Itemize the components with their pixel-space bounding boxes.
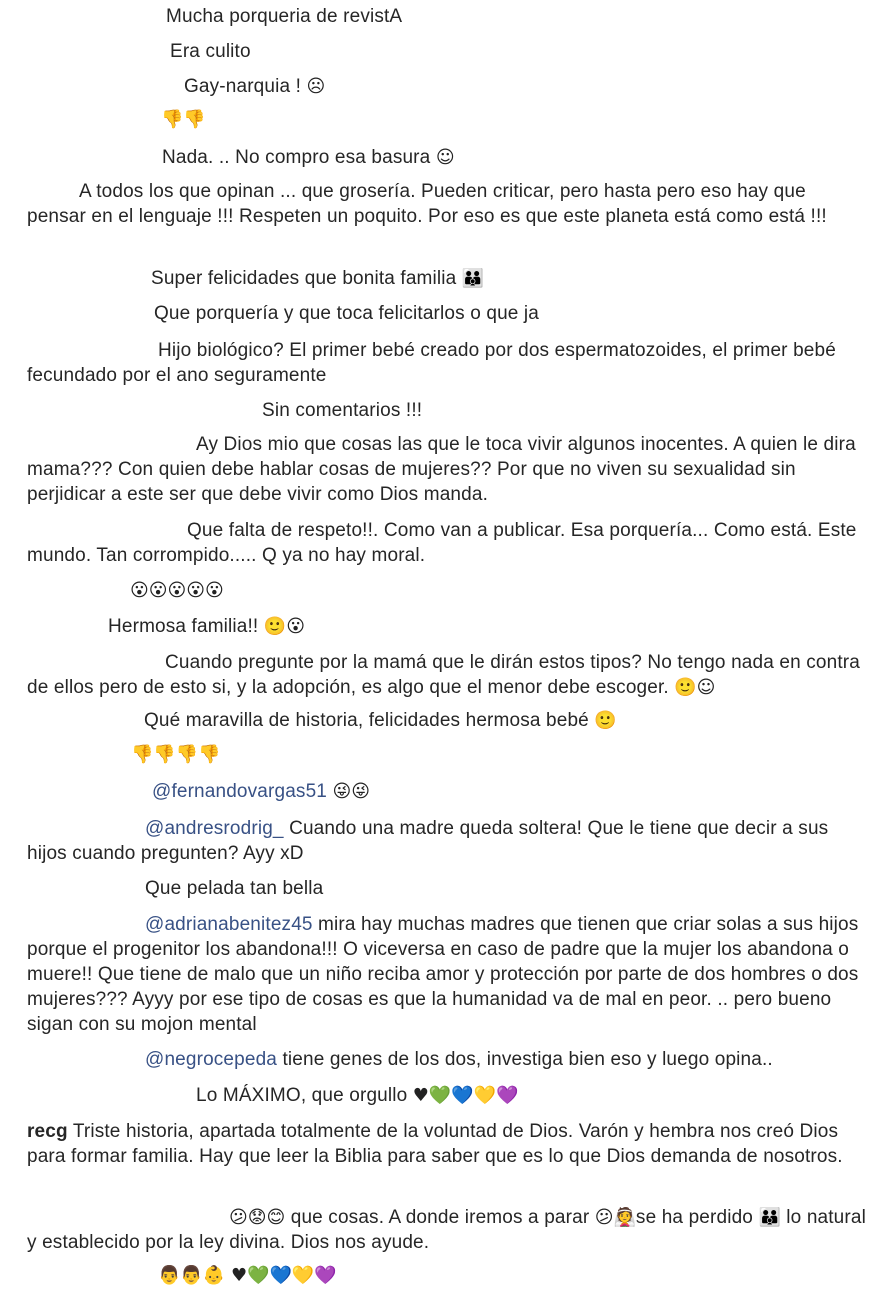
comment-text: Mucha porqueria de revistA bbox=[166, 6, 403, 27]
smile-emoji-icon: 🙂☺ bbox=[674, 677, 716, 698]
comment-text: Hermosa familia!! bbox=[108, 616, 264, 637]
comment bbox=[27, 266, 867, 291]
comment bbox=[27, 1205, 867, 1255]
comment-text: Hijo biológico? El primer bebé creado por dos espermatozoides, el primer bebé fecundado por el ano seguramente bbox=[27, 340, 836, 386]
comment bbox=[27, 912, 867, 1037]
mention-link[interactable]: @fernandovargas51 bbox=[152, 781, 328, 802]
thumbs-down-icon: 👎👎👎👎 bbox=[131, 744, 221, 765]
comment bbox=[27, 816, 867, 866]
surprised-emoji-icon: 😮😮😮😮😮 bbox=[130, 580, 224, 601]
comment bbox=[27, 708, 867, 733]
comment-text: Qué maravilla de historia, felicidades hermosa bebé bbox=[144, 710, 595, 731]
hearts-icon: ♥💚💙💛💜 bbox=[412, 1085, 519, 1106]
mention-link[interactable]: @andresrodrig_ bbox=[145, 818, 284, 839]
comment-text: mira hay muchas madres que tienen que criar solas a sus hijos porque el progenitor los abandona!!! O viceversa en caso de padre que la mujer los abandona o muere!! Que tiene de malo que un niño reciba amor y protección por parte de dos hombres o dos mujeres??? Ayyy por ese tipo de cosas es que la humanidad va de mal en peor. .. pero bueno sigan con su mojon mental bbox=[27, 914, 859, 1035]
family-icon: 👪 bbox=[461, 268, 485, 289]
comment-text: se ha perdido bbox=[635, 1207, 759, 1228]
comment bbox=[27, 876, 867, 901]
smile-emoji-icon: ☺ bbox=[435, 147, 455, 168]
comment bbox=[27, 39, 867, 64]
comment bbox=[27, 4, 867, 29]
smile-emoji-icon: 🙂😮 bbox=[263, 616, 305, 637]
comment-text: tiene genes de los dos, investiga bien eso y luego opina.. bbox=[277, 1049, 773, 1070]
comment bbox=[27, 1263, 867, 1288]
comment bbox=[27, 1083, 867, 1108]
people-hearts-icon: 👨👨👶 ♥💚💙💛💜 bbox=[158, 1265, 337, 1286]
comment-text: Triste historia, apartada totalmente de la voluntad de Dios. Varón y hembra nos creó Dios para formar familia. Hay que leer la Biblia para saber que es lo que Dios demanda de nosotros. bbox=[27, 1121, 843, 1167]
comment-text: Nada. .. No compro esa basura bbox=[162, 147, 436, 168]
tongue-emoji-icon: 😜😜 bbox=[332, 781, 370, 802]
username-link[interactable]: recg bbox=[27, 1121, 68, 1142]
family-icon: 👪 bbox=[758, 1207, 781, 1228]
comment bbox=[27, 779, 867, 804]
smile-emoji-icon: 🙂 bbox=[594, 710, 617, 731]
comment bbox=[27, 74, 867, 99]
comment-text: A todos los que opinan ... que grosería. Pueden criticar, pero hasta pero eso hay que pensar en el lenguaje !!! Respeten un poquito. Por eso es que este planeta está como está !!! bbox=[27, 181, 827, 227]
comment bbox=[27, 614, 867, 639]
comment-text: Que pelada tan bella bbox=[145, 878, 324, 899]
comment bbox=[27, 107, 867, 132]
comment bbox=[27, 432, 867, 507]
comment-text: Cuando una madre queda soltera! Que le tiene que decir a sus hijos cuando pregunten? Ayy xD bbox=[27, 818, 829, 864]
comment bbox=[27, 742, 867, 767]
comment bbox=[27, 578, 867, 603]
comment bbox=[27, 398, 867, 423]
comment-text: Cuando pregunte por la mamá que le dirán estos tipos? No tengo nada en contra de ellos pero de esto si, y la adopción, es algo que el menor debe escoger. bbox=[27, 652, 860, 698]
mention-link[interactable]: @negrocepeda bbox=[145, 1049, 278, 1070]
comment bbox=[27, 1047, 867, 1072]
comment-text: Super felicidades que bonita familia bbox=[151, 268, 462, 289]
comment bbox=[27, 179, 867, 229]
comment bbox=[27, 145, 867, 170]
comment bbox=[27, 1119, 867, 1169]
comment-text: Sin comentarios !!! bbox=[262, 400, 423, 421]
comment-text: Gay-narquia ! bbox=[184, 76, 307, 97]
confused-emoji-icon: 😕😟😊 bbox=[229, 1207, 286, 1228]
comment-text: Ay Dios mio que cosas las que le toca vivir algunos inocentes. A quien le dira mama??? Con quien debe hablar cosas de mujeres?? Por que no viven su sexualidad sin perjidicar a este ser que debe vivir como Dios manda. bbox=[27, 434, 856, 505]
comment bbox=[27, 650, 867, 700]
comment-text: lo natural y establecido por la ley divina. Dios nos ayude. bbox=[27, 1207, 866, 1253]
comment bbox=[27, 338, 867, 388]
comment-text: Era culito bbox=[170, 41, 251, 62]
comment-text: Lo MÁXIMO, que orgullo bbox=[196, 1085, 413, 1106]
comment-text: que cosas. A donde iremos a parar bbox=[285, 1207, 595, 1228]
comment-text: Que falta de respeto!!. Como van a publicar. Esa porquería... Como está. Este mundo. Tan corrompido..... Q ya no hay moral. bbox=[27, 520, 857, 566]
thumbs-down-icon: 👎👎 bbox=[161, 109, 206, 130]
bride-emoji-icon: 😕👰 bbox=[594, 1207, 636, 1228]
frown-emoji-icon: ☹ bbox=[306, 76, 326, 97]
comment bbox=[27, 518, 867, 568]
comment-text: Que porquería y que toca felicitarlos o que ja bbox=[154, 303, 540, 324]
comment bbox=[27, 301, 867, 326]
mention-link[interactable]: @adrianabenitez45 bbox=[145, 914, 313, 935]
